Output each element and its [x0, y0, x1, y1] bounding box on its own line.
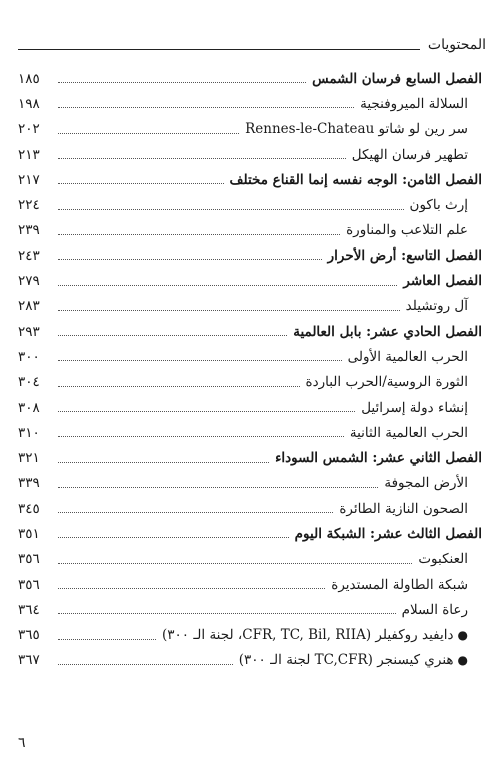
toc-section-entry[interactable] [18, 572, 482, 597]
dot-leader [58, 82, 306, 83]
toc-entry-text: الفصل التاسع: أرض الأحرار [327, 247, 482, 264]
dot-leader [58, 133, 239, 134]
toc-chapter-entry[interactable] [18, 521, 482, 546]
toc-entry-title [418, 551, 468, 567]
dot-leader [58, 158, 346, 159]
dot-leader [58, 259, 322, 260]
bullet-icon: ● [457, 628, 468, 643]
toc-chapter-entry[interactable] [18, 167, 482, 192]
toc-entry-title [328, 248, 482, 264]
dot-leader [58, 107, 354, 108]
toc-section-entry[interactable] [18, 420, 482, 445]
table-of-contents [18, 66, 482, 673]
toc-entry-title [331, 577, 468, 593]
toc-entry-title [162, 627, 468, 643]
toc-page-number: ٣٢١ [18, 450, 40, 467]
toc-entry-title [384, 475, 468, 491]
toc-page-number: ٢٢٤ [18, 197, 40, 214]
toc-entry-text: الفصل الحادي عشر: بابل العالمية [293, 323, 482, 340]
dot-leader [58, 588, 325, 589]
dot-leader [58, 563, 412, 564]
toc-entry-title [312, 71, 482, 87]
toc-section-entry[interactable] [18, 91, 482, 116]
toc-entry-title [239, 652, 468, 668]
toc-entry-text: الفصل الثالث عشر: الشبكة اليوم [294, 525, 482, 542]
toc-page-number: ٣٤٥ [18, 500, 40, 517]
toc-section-entry[interactable] [18, 496, 482, 521]
toc-entry-text: الأرض المجوفة [384, 475, 468, 492]
toc-entry-title [293, 324, 482, 340]
toc-section-entry[interactable] [18, 142, 482, 167]
toc-page-number: ٣٦٤ [18, 601, 40, 618]
toc-entry-title [350, 425, 468, 441]
toc-page-number: ٣٣٩ [18, 475, 40, 492]
toc-section-entry[interactable] [18, 395, 482, 420]
toc-entry-text: سر رين لو شاتو Rennes-le-Chateau [245, 121, 468, 138]
toc-page-number: ٢٩٣ [18, 323, 40, 340]
toc-page-number: ٣٠٨ [18, 399, 40, 416]
toc-section-entry[interactable] [18, 648, 482, 673]
toc-section-entry[interactable] [18, 192, 482, 217]
toc-page-number: ٣٥٦ [18, 551, 40, 568]
toc-page-number: ١٨٥ [18, 70, 40, 87]
toc-entry-text: تطهير فرسان الهيكل [351, 146, 468, 163]
toc-entry-title [230, 172, 482, 188]
toc-section-entry[interactable] [18, 370, 482, 395]
toc-chapter-entry[interactable] [18, 445, 482, 470]
toc-entry-text: الفصل الثامن: الوجه نفسه إنما القناع مختلف [229, 171, 482, 188]
toc-entry-title [295, 526, 482, 542]
toc-section-entry[interactable] [18, 547, 482, 572]
toc-entry-text: العنكبوت [418, 551, 468, 568]
bullet-icon: ● [457, 653, 468, 668]
toc-section-entry[interactable] [18, 344, 482, 369]
toc-entry-text: الفصل السابع فرسان الشمس [312, 70, 482, 87]
toc-entry-title [352, 147, 468, 163]
toc-entry-text: علم التلاعب والمناورة [346, 222, 468, 239]
toc-entry-title [361, 400, 468, 416]
header-title: المحتويات [427, 37, 486, 53]
toc-entry-text: الحرب العالمية الأولى [347, 348, 468, 365]
toc-page-number: ٣٦٧ [18, 652, 40, 669]
toc-entry-title [245, 121, 468, 137]
dot-leader [58, 436, 344, 437]
toc-entry-title [406, 298, 468, 314]
toc-entry-text: الفصل الثاني عشر: الشمس السوداء [275, 450, 482, 467]
toc-entry-text: السلالة الميروفنجية [360, 95, 468, 112]
dot-leader [58, 335, 287, 336]
toc-entry-title [346, 222, 468, 238]
toc-page-number: ٢٠٢ [18, 121, 40, 138]
toc-section-entry[interactable] [18, 623, 482, 648]
toc-page-number: ٢٨٣ [18, 298, 40, 315]
toc-entry-title [339, 501, 468, 517]
dot-leader [58, 462, 269, 463]
dot-leader [58, 310, 400, 311]
dot-leader [58, 234, 340, 235]
toc-page-number: ٣٦٥ [18, 627, 40, 644]
toc-entry-text: رعاة السلام [401, 601, 468, 618]
toc-section-entry[interactable] [18, 597, 482, 622]
dot-leader [58, 639, 156, 640]
toc-entry-text: الحرب العالمية الثانية [349, 424, 468, 441]
toc-page-number: ٣٠٠ [18, 348, 40, 365]
dot-leader [58, 537, 289, 538]
toc-entry-text: آل روتشيلد [405, 298, 468, 315]
toc-chapter-entry[interactable] [18, 319, 482, 344]
toc-entry-title [402, 602, 468, 618]
toc-entry-text: شبكة الطاولة المستديرة [331, 576, 468, 593]
dot-leader [58, 411, 355, 412]
toc-entry-title [410, 197, 468, 213]
toc-page-number: ٢١٧ [18, 171, 40, 188]
toc-entry-text: الفصل العاشر [403, 273, 482, 290]
toc-page-number: ٢٣٩ [18, 222, 40, 239]
dot-leader [58, 209, 404, 210]
toc-page-number: ٣١٠ [18, 424, 40, 441]
page-folio: ٦ [18, 735, 26, 751]
dot-leader [58, 487, 378, 488]
toc-entry-title [348, 349, 468, 365]
dot-leader [58, 360, 342, 361]
toc-entry-title [275, 450, 482, 466]
dot-leader [58, 183, 224, 184]
toc-section-entry[interactable] [18, 294, 482, 319]
toc-entry-text: إنشاء دولة إسرائيل [361, 399, 468, 416]
toc-entry-title [360, 96, 468, 112]
header-rule [18, 49, 420, 50]
toc-page-number: ٢٤٣ [18, 247, 40, 264]
toc-chapter-entry[interactable] [18, 243, 482, 268]
dot-leader [58, 613, 396, 614]
toc-section-entry[interactable] [18, 218, 482, 243]
toc-page-number: ٣٠٤ [18, 374, 40, 391]
toc-entry-title [306, 374, 468, 390]
toc-chapter-entry[interactable] [18, 66, 482, 91]
toc-entry-text: الصحون النازية الطائرة [339, 500, 468, 517]
toc-page-number: ١٩٨ [18, 95, 40, 112]
dot-leader [58, 664, 233, 665]
toc-entry-text: الثورة الروسية/الحرب الباردة [305, 374, 468, 391]
toc-section-entry[interactable] [18, 471, 482, 496]
toc-section-entry[interactable] [18, 117, 482, 142]
toc-entry-text: هنري كيسنجر (TC,CFR لجنة الـ ٣٠٠) [238, 652, 454, 669]
toc-entry-text: إرث باكون [409, 197, 468, 214]
page-header [18, 30, 486, 52]
toc-page-number: ٢٧٩ [18, 273, 40, 290]
toc-page-number: ٢١٣ [18, 146, 40, 163]
toc-entry-text: دايفيد روكفيلر (CFR, TC, Bil, RIIA، لجنة الـ ٣٠٠) [162, 627, 454, 644]
toc-chapter-entry[interactable] [18, 268, 482, 293]
dot-leader [58, 386, 300, 387]
dot-leader [58, 285, 397, 286]
dot-leader [58, 512, 333, 513]
toc-entry-title [403, 273, 482, 289]
toc-page-number: ٣٥١ [18, 525, 40, 542]
toc-page-number: ٣٥٦ [18, 576, 40, 593]
